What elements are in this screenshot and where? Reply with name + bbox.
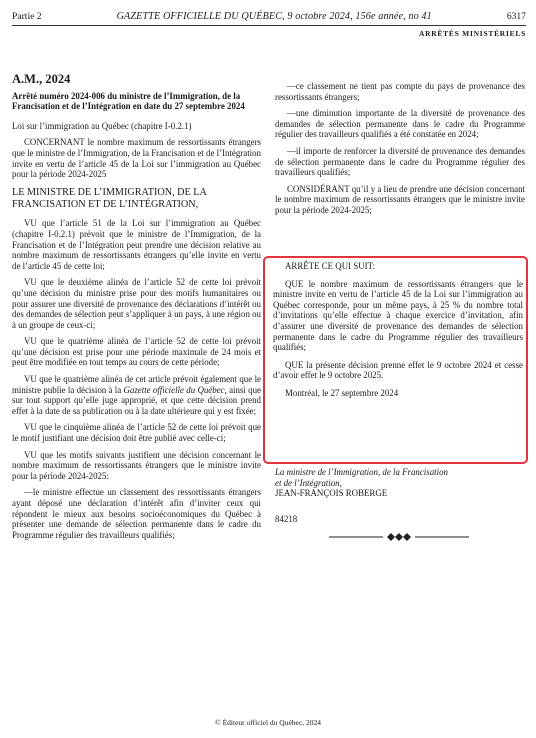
decision-block xyxy=(273,261,523,406)
am-title: A.M., 2024 xyxy=(12,72,71,86)
diamond-icon xyxy=(395,533,403,541)
right-column xyxy=(275,81,525,222)
vu-paragraph-4 xyxy=(12,374,261,416)
considerant-paragraph: CONSIDÉRANT qu’il y a lieu de prendre une décision concernant le nombre maximum de ressortissants étrangers que le ministre invite pour la période 2024-2025; xyxy=(275,183,525,215)
signature-block xyxy=(275,467,525,499)
vu4-text-a: VU que le quatrième alinéa de cet article prévoit également que le ministre publie la décision à la xyxy=(12,374,261,395)
page-header xyxy=(12,11,526,22)
gazette-link-text: Gazette officielle du Québec xyxy=(123,384,225,395)
vu-paragraph-2: VU que le deuxième alinéa de l’article 52 de cette loi prévoit qu’une décision du ministre prise pour des motifs humanitaires ou pour assurer une diversité de provenance des déclarations d’intérêt ou des demandes de sélection peut s’appliquer à un pays, à une région ou à un groupe de ceux-ci; xyxy=(12,277,261,330)
signature-name: JEAN-FRANÇOIS ROBERGE xyxy=(275,488,388,499)
dash-item-3: —une diminution importante de la diversité de provenance des demandes de sélection permanente dans le cadre du Programme régulier des travailleurs qualifiés a été constatée en 2024; xyxy=(275,108,525,140)
header-rule xyxy=(12,25,526,26)
que-paragraph-1: QUE le nombre maximum de ressortissants étrangers que le ministre invite en vertu de l’article 45 de la Loi sur l’immigration au Québec corresponde, pour un même pays, à 25 % du nombre total d’invitations qu’elle effectue à chaque exercice d’invitation, afin d’assurer une diversité de provenance des demandes de sélection permanente dans le cadre du Programme régulier des travailleurs qualifiés; xyxy=(273,278,523,353)
law-reference: Loi sur l’immigration au Québec (chapitre I-0.2.1) xyxy=(12,120,192,131)
arrete-title: Arrêté numéro 2024-006 du ministre de l’Immigration, de la Francisation et de l’Intégration en date du 27 septembre 2024 xyxy=(12,90,245,112)
date-line: Montréal, le 27 septembre 2024 xyxy=(285,387,399,398)
diamond-separator xyxy=(329,532,469,542)
section-label: ARRÊTÉS MINISTÉRIELS xyxy=(419,29,526,38)
left-column xyxy=(12,74,261,546)
dash-item-2: —ce classement ne tient pas compte du pays de provenance des ressortissants étrangers; xyxy=(275,81,525,102)
dash-item-4: —il importe de renforcer la diversité de provenance des demandes de sélection permanente dans le cadre du Programme régulier des travailleurs qualifiés; xyxy=(275,145,525,178)
minister-heading: LE MINISTRE DE L’IMMIGRATION, DE LA FRANCISATION ET DE L’INTÉGRATION, xyxy=(12,186,207,210)
vu-paragraph-5: VU que le cinquième alinéa de l’article 52 de cette loi prévoit que le motif justifiant une décision doit être publié avec celle-ci; xyxy=(12,422,261,444)
vu-paragraph-1: VU que l’article 51 de la Loi sur l’immigration au Québec (chapitre I-0.2.1) prévoit que le ministre de l’Immigration, de la Francisation et de l’Intégration peut prendre une décision relative au nombre maximum de ressortissants étrangers qu’elle invite en vertu de l’article 45 de cette loi; xyxy=(12,218,261,271)
dash-item-1: —le ministre effectue un classement des ressortissants étrangers ayant déposé une déclaration d’intérêt afin d’inviter ceux qui répondent le mieux aux besoins socioéconomiques du Québec à présenter une demande de sélection permanente dans le cadre du Programme régulier des travailleurs qualifiés; xyxy=(12,487,261,540)
page-footer: © Éditeur officiel du Québec, 2024 xyxy=(215,718,321,727)
signature-title-1: La ministre de l’Immigration, de la Francisation xyxy=(275,467,448,477)
diamond-icon xyxy=(403,533,411,541)
part-label: Partie 2 xyxy=(12,11,42,22)
diamond-icon xyxy=(387,533,395,541)
vu-paragraph-6: VU que les motifs suivants justifient une décision concernant le nombre maximum de ressortissants étrangers que le ministre invite pour la période 2024-2025: xyxy=(12,449,261,481)
document-code: 84218 xyxy=(275,514,298,524)
que-paragraph-2: QUE la présente décision prenne effet le 9 octobre 2024 et cesse d’avoir effet le 9 octobre 2025. xyxy=(273,359,523,381)
arrete-heading: ARRÊTE CE QUI SUIT: xyxy=(285,261,376,271)
gazette-title: GAZETTE OFFICIELLE DU QUÉBEC, 9 octobre 2024, 156e année, no 41 xyxy=(116,11,432,22)
page-number: 6317 xyxy=(506,11,526,22)
vu4-text-b: , ainsi que sur tout support qu’elle juge approprié, et que cette décision prend effet à la date de sa publication ou à la date ultérieure qui y est fixée; xyxy=(12,384,262,416)
concernant-paragraph: CONCERNANT le nombre maximum de ressortissants étrangers que le ministre de l’Immigration, de la Francisation et de l’Intégration invite en vertu de l’article 45 de la Loi sur l’immigration au Québec pour la période 2024-2025 xyxy=(12,137,261,180)
vu-paragraph-3: VU que le quatrième alinéa de l’article 52 de cette loi prévoit qu’une décision est prise pour une période maximale de 24 mois et peut être modifiée en tout temps au cours de cette période; xyxy=(12,336,261,368)
signature-title-2: et de l’Intégration, xyxy=(275,477,342,488)
